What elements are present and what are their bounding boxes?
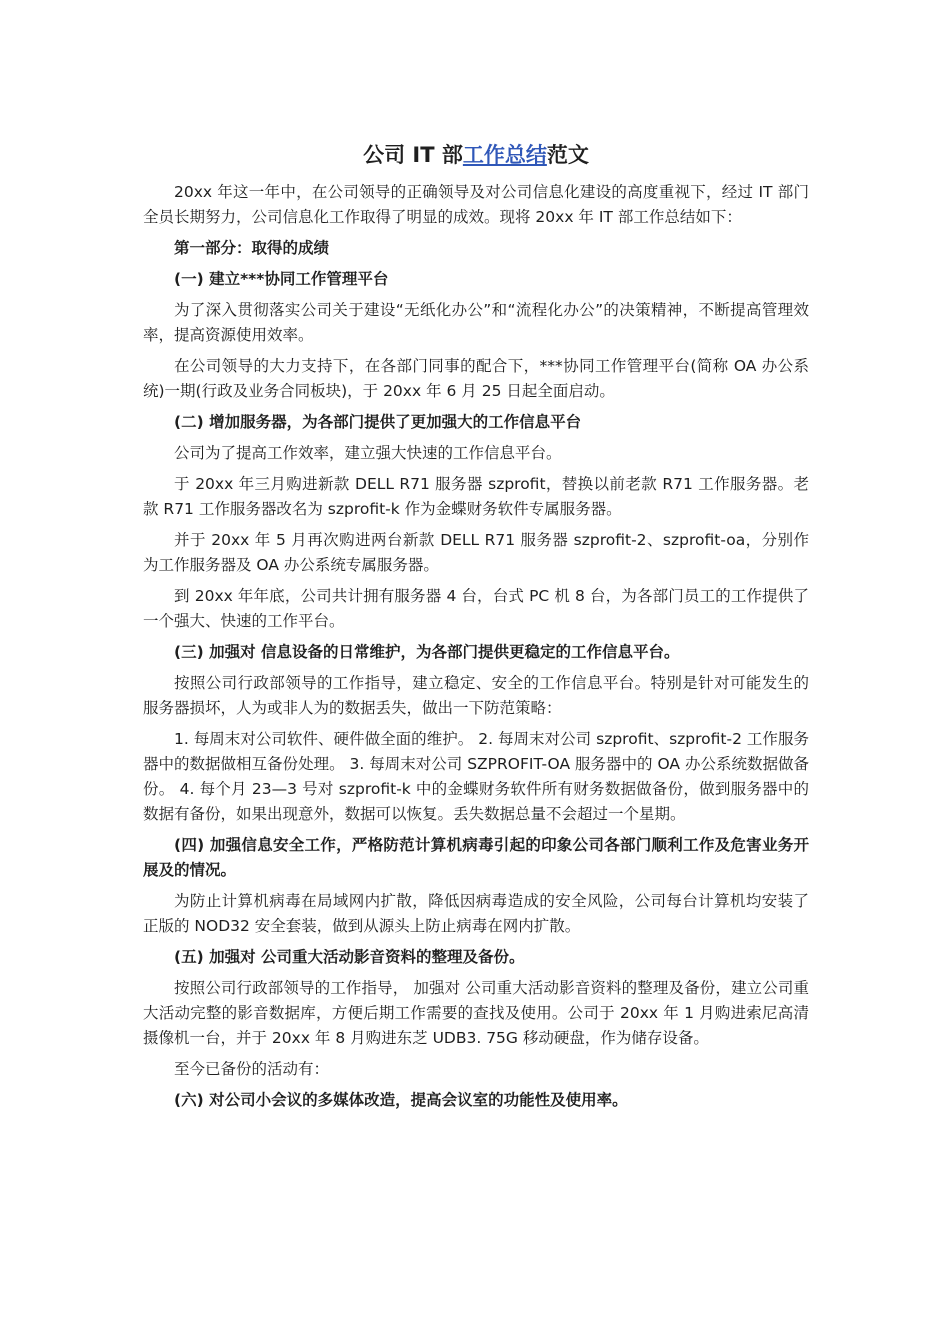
paragraph: 到 20xx 年年底，公司共计拥有服务器 4 台，台式 PC 机 8 台，为各部门员工的工作提供了一个强大、快速的工作平台。 — [143, 587, 809, 630]
subsection-heading-5: (五) 加强对 公司重大活动影音资料的整理及备份。 — [174, 948, 525, 966]
document-page — [143, 138, 809, 1119]
title-prefix: 公司 IT 部 — [363, 143, 463, 167]
paragraph: 按照公司行政部领导的工作指导，建立稳定、安全的工作信息平台。特别是针对可能发生的服务器损坏，人为或非人为的数据丢失，做出一下防范策略： — [143, 674, 809, 717]
paragraph: 为了深入贯彻落实公司关于建设“无纸化办公”和“流程化办公”的决策精神，不断提高管理效率，提高资源使用效率。 — [143, 301, 809, 344]
document-title — [143, 138, 809, 172]
subsection-heading-3: (三) 加强对 信息设备的日常维护，为各部门提供更稳定的工作信息平台。 — [174, 643, 680, 661]
title-suffix: 范文 — [546, 143, 589, 167]
subsection-heading-6: (六) 对公司小会议的多媒体改造，提高会议室的功能性及使用率。 — [174, 1091, 628, 1109]
paragraph: 至今已备份的活动有： — [174, 1060, 330, 1078]
paragraph: 为防止计算机病毒在局域网内扩散，降低因病毒造成的安全风险，公司每台计算机均安装了正版的 NOD32 安全套装，做到从源头上防止病毒在网内扩散。 — [143, 892, 809, 935]
paragraph: 公司为了提高工作效率，建立强大快速的工作信息平台。 — [174, 444, 562, 462]
paragraph: 于 20xx 年三月购进新款 DELL R71 服务器 szprofit，替换以前老款 R71 工作服务器。老款 R71 工作服务器改名为 szprofit-k 作为金蝶财务软件专属服务器。 — [143, 475, 809, 518]
section-heading-part-one: 第一部分：取得的成绩 — [174, 239, 330, 257]
paragraph: 在公司领导的大力支持下，在各部门同事的配合下，***协同工作管理平台(简称 OA 办公系统)一期(行政及业务合同板块)，于 20xx 年 6 月 25 日起全面启动。 — [143, 357, 809, 400]
paragraph: 按照公司行政部领导的工作指导， 加强对 公司重大活动影音资料的整理及备份，建立公司重大活动完整的影音数据库，方便后期工作需要的查找及使用。公司于 20xx 年 1 月购进索尼高清摄像机一台，并于 20xx 年 8 月购进东芝 UDB3. 75G 移动硬盘，作为储存设备。 — [143, 979, 809, 1047]
subsection-heading-4: (四) 加强信息安全工作，严格防范计算机病毒引起的印象公司各部门顺利工作及危害业务开展及的情况。 — [143, 836, 809, 879]
subsection-heading-1: (一) 建立***协同工作管理平台 — [174, 270, 389, 288]
paragraph-intro: 20xx 年这一年中，在公司领导的正确领导及对公司信息化建设的高度重视下，经过 IT 部门全员长期努力，公司信息化工作取得了明显的成效。现将 20xx 年 IT 部工作总结如下： — [143, 183, 809, 226]
paragraph: 1. 每周末对公司软件、硬件做全面的维护。 2. 每周末对公司 szprofit、szprofit-2 工作服务器中的数据做相互备份处理。 3. 每周末对公司 SZPROFIT-OA 服务器中的 OA 办公系统数据做备份。 4. 每个月 23—3 号对 szprofit-k 中的金蝶财务软件所有财务数据做备份，做到服务器中的数据有备份，如果出现意外，数据可以恢复。丢失数据总量不会超过一个星期。 — [143, 730, 809, 823]
paragraph: 并于 20xx 年 5 月再次购进两台新款 DELL R71 服务器 szprofit-2、szprofit-oa，分别作为工作服务器及 OA 办公系统专属服务器。 — [143, 531, 809, 574]
subsection-heading-2: (二) 增加服务器，为各部门提供了更加强大的工作信息平台 — [174, 413, 582, 431]
title-link[interactable]: 工作总结 — [462, 143, 547, 167]
